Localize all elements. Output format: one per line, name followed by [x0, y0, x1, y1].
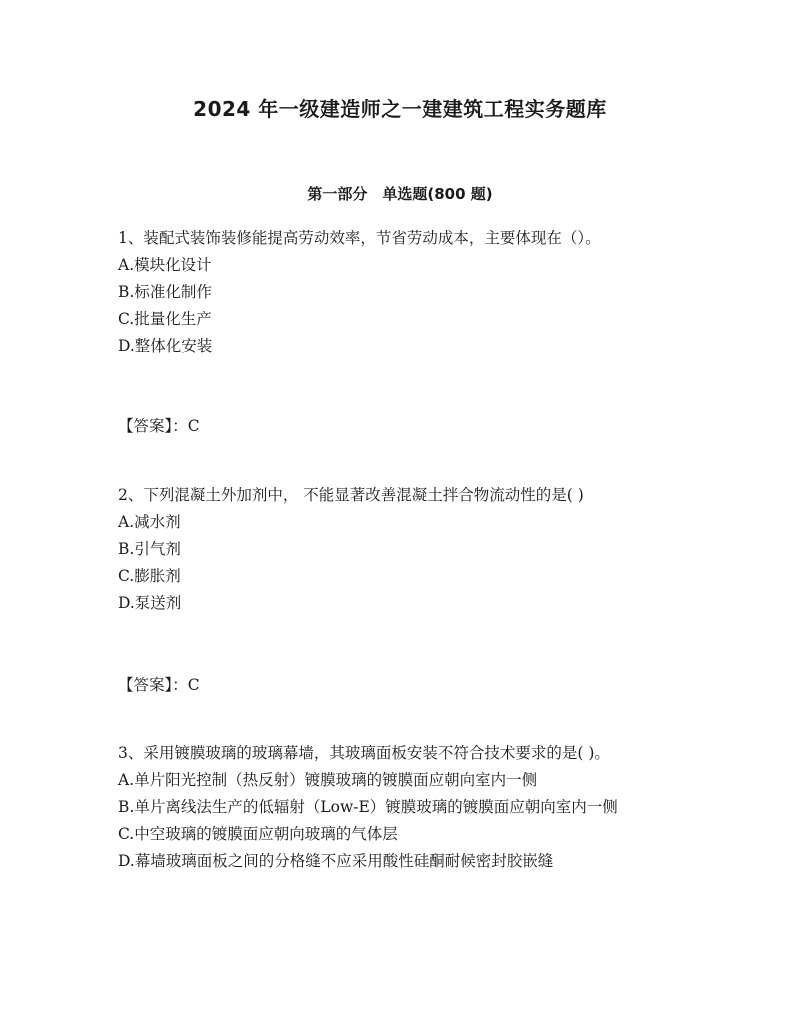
- option-b: B.标准化制作: [118, 283, 212, 301]
- option-c: C.批量化生产: [118, 310, 212, 328]
- option-c: C.膨胀剂: [118, 567, 181, 585]
- option-c: C.中空玻璃的镀膜面应朝向玻璃的气体层: [118, 825, 398, 843]
- option-d: D.幕墙玻璃面板之间的分格缝不应采用酸性硅酮耐候密封胶嵌缝: [118, 852, 554, 870]
- document-title: 2024 年一级建造师之一建建筑工程实务题库: [193, 97, 607, 121]
- option-b: B.单片离线法生产的低辐射（Low-E）镀膜玻璃的镀膜面应朝向室内一侧: [118, 798, 618, 816]
- question-2: [118, 482, 678, 617]
- option-a: A.单片阳光控制（热反射）镀膜玻璃的镀膜面应朝向室内一侧: [118, 771, 538, 789]
- answer-1: 【答案】：C: [118, 417, 200, 435]
- option-a: A.减水剂: [118, 513, 181, 531]
- question-stem: 1、装配式装饰装修能提高劳动效率，节省劳动成本，主要体现在（）。: [118, 229, 601, 247]
- question-stem: 3、采用镀膜玻璃的玻璃幕墙，其玻璃面板安装不符合技术要求的是( )。: [118, 744, 610, 762]
- question-stem: 2、下列混凝土外加剂中， 不能显著改善混凝土拌合物流动性的是( ): [118, 486, 584, 504]
- option-d: D.整体化安装: [118, 337, 213, 355]
- question-1: [118, 225, 678, 360]
- question-3: [118, 740, 678, 875]
- answer-2: 【答案】：C: [118, 676, 200, 694]
- option-a: A.模块化设计: [118, 256, 212, 274]
- option-d: D.泵送剂: [118, 594, 182, 612]
- option-b: B.引气剂: [118, 540, 181, 558]
- section-heading: 第一部分 单选题(800 题): [307, 185, 493, 203]
